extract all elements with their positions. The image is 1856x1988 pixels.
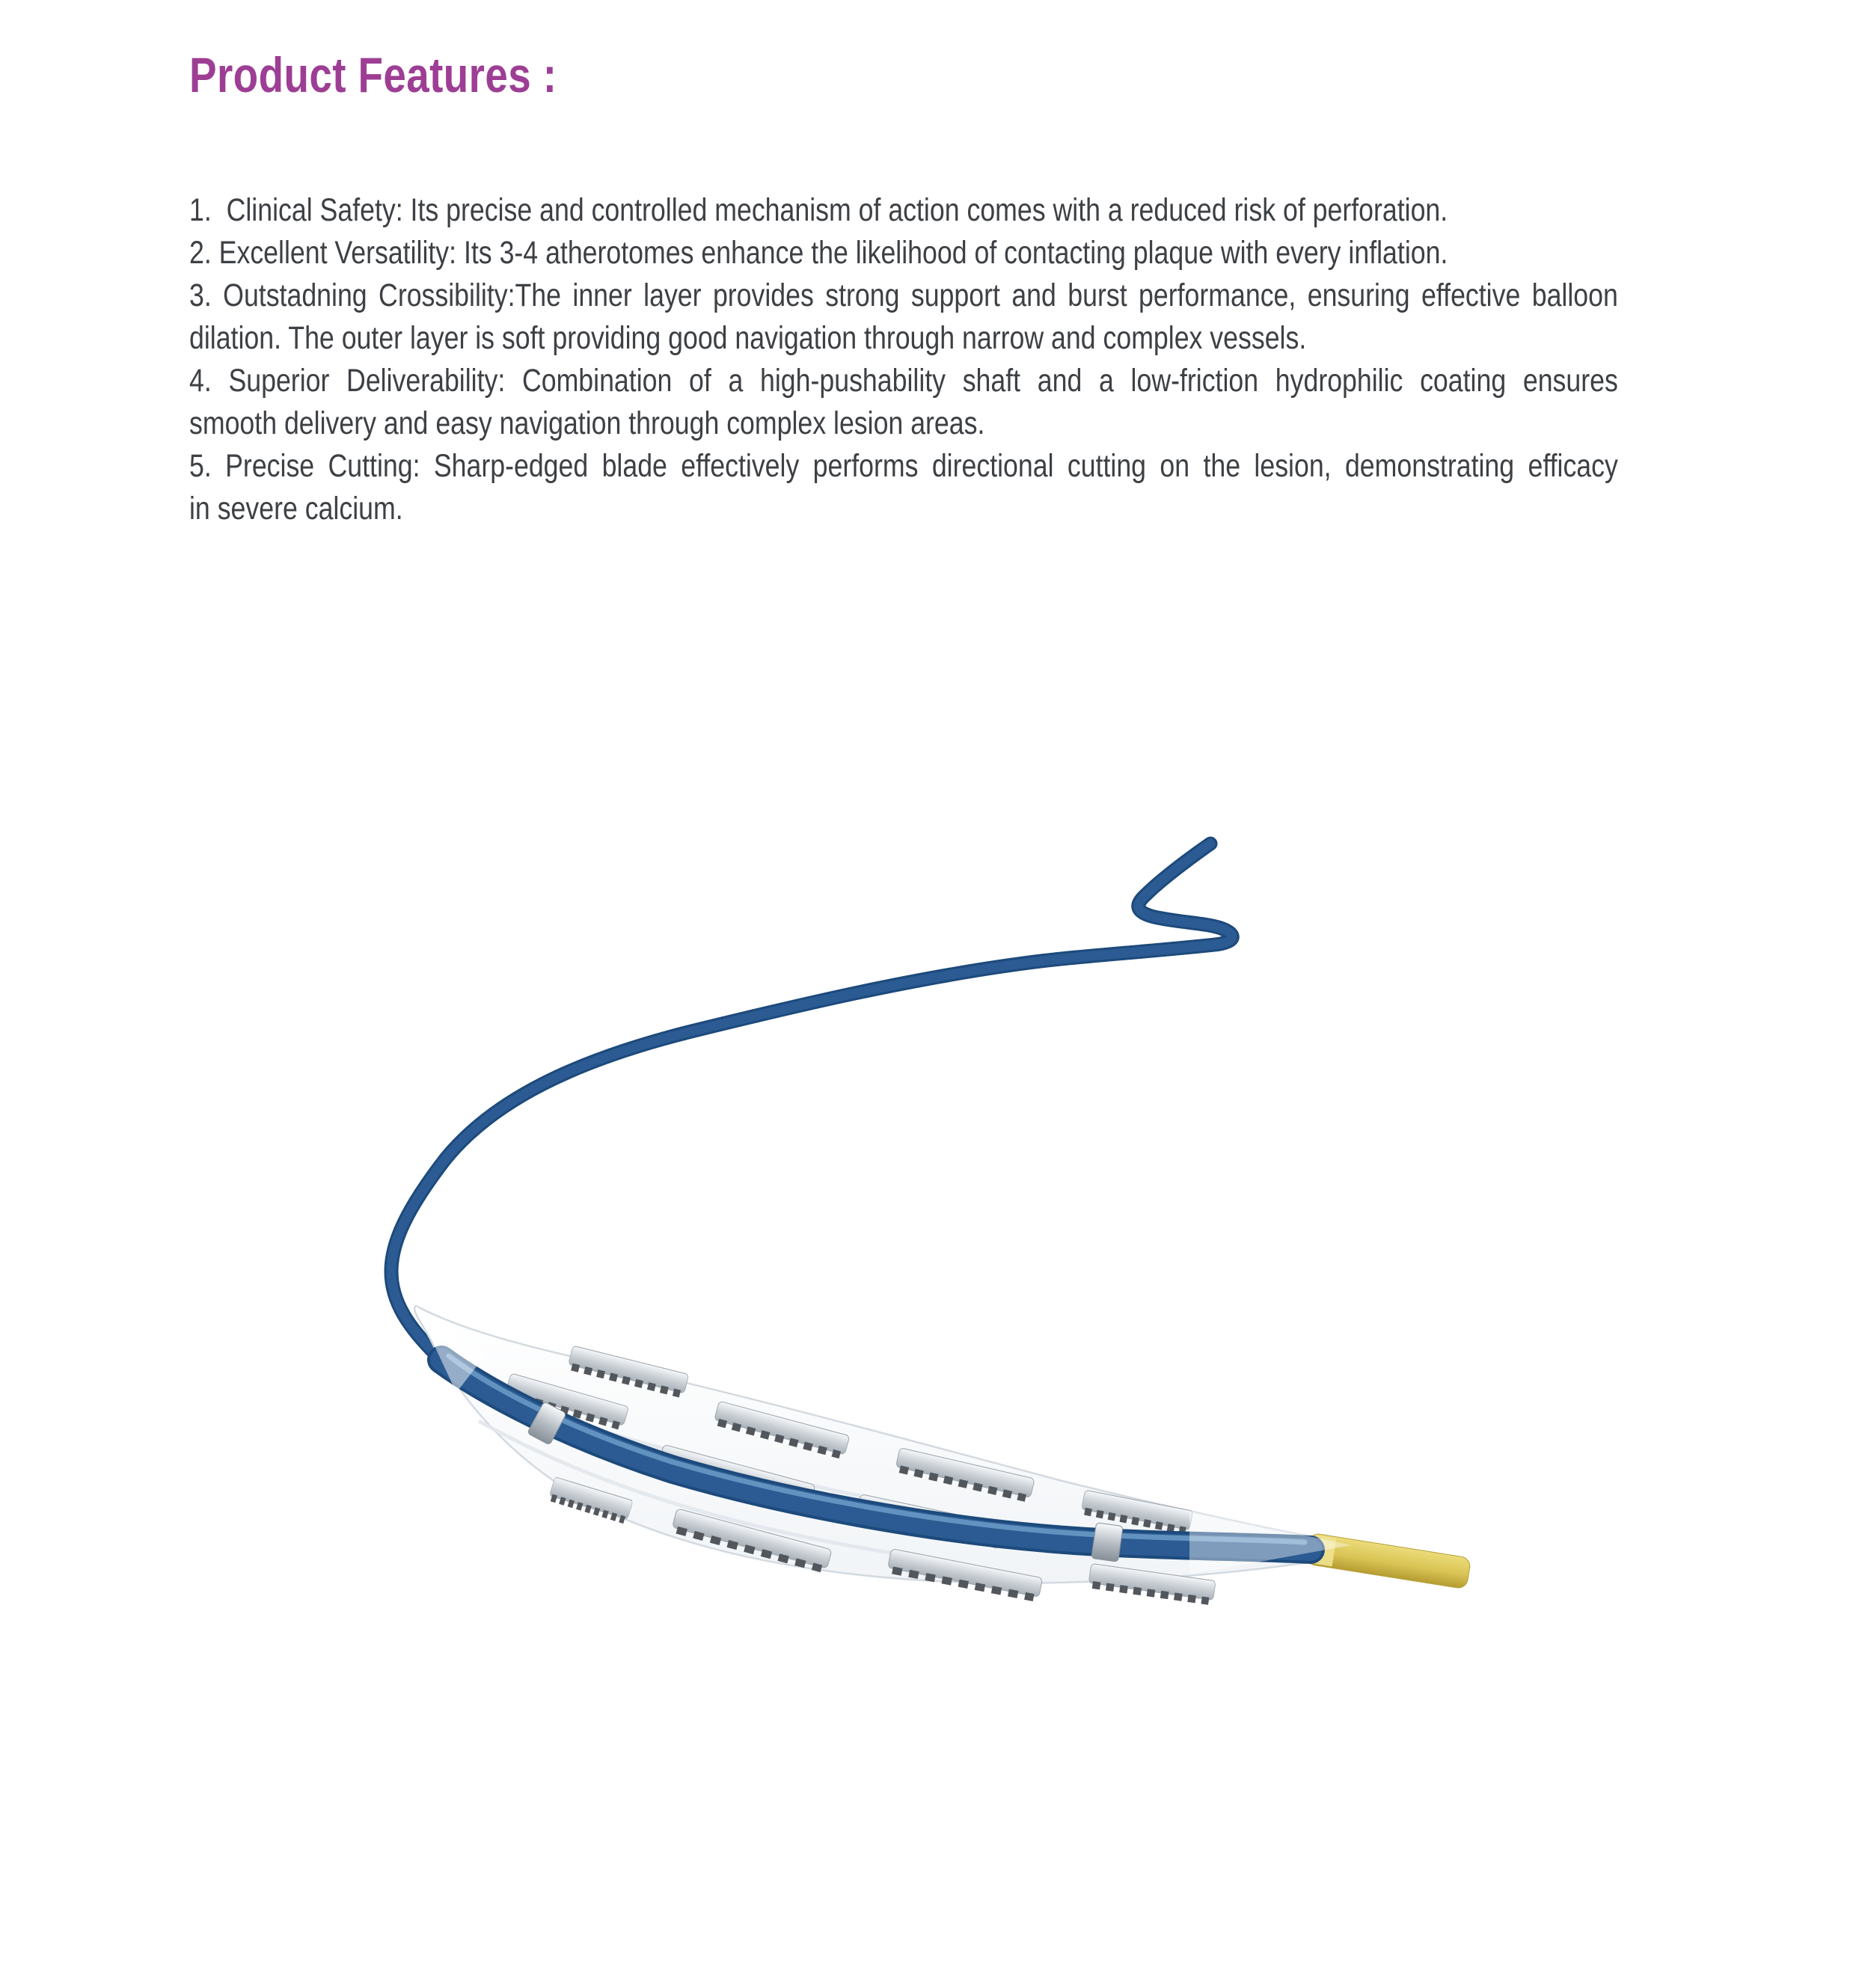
- catheter-shaft-curve: [391, 844, 1232, 1360]
- feature-line-5a: 5. Precise Cutting: Sharp-edged blade effectively performs directional cutting on the lesion, demonstrating efficacy: [189, 448, 1618, 484]
- feature-line-1: 1. Clinical Safety: Its precise and controlled mechanism of action comes with a reduced risk of perforation.: [189, 192, 1448, 228]
- feature-line-3b: dilation. The outer layer is soft providing good navigation through narrow and complex vessels.: [189, 320, 1307, 356]
- text-column: [189, 48, 1618, 530]
- page-title: Product Features :: [189, 47, 557, 102]
- feature-line-5b: in severe calcium.: [189, 491, 403, 527]
- feature-line-3a: 3. Outstadning Crossibility:The inner layer provides strong support and burst performance, ensuring effective balloon: [189, 277, 1618, 313]
- product-figure: [374, 808, 1541, 1630]
- feature-list: [189, 189, 1618, 530]
- product-illustration: [374, 808, 1541, 1630]
- feature-line-4b: smooth delivery and easy navigation through complex lesion areas.: [189, 405, 985, 441]
- feature-line-4a: 4. Superior Deliverability: Combination of a high-pushability shaft and a low-friction hydrophilic coating ensures: [189, 363, 1618, 399]
- feature-line-2: 2. Excellent Versatility: Its 3-4 atherotomes enhance the likelihood of contacting plaque with every inflation.: [189, 235, 1448, 271]
- marker-band: [1091, 1523, 1123, 1562]
